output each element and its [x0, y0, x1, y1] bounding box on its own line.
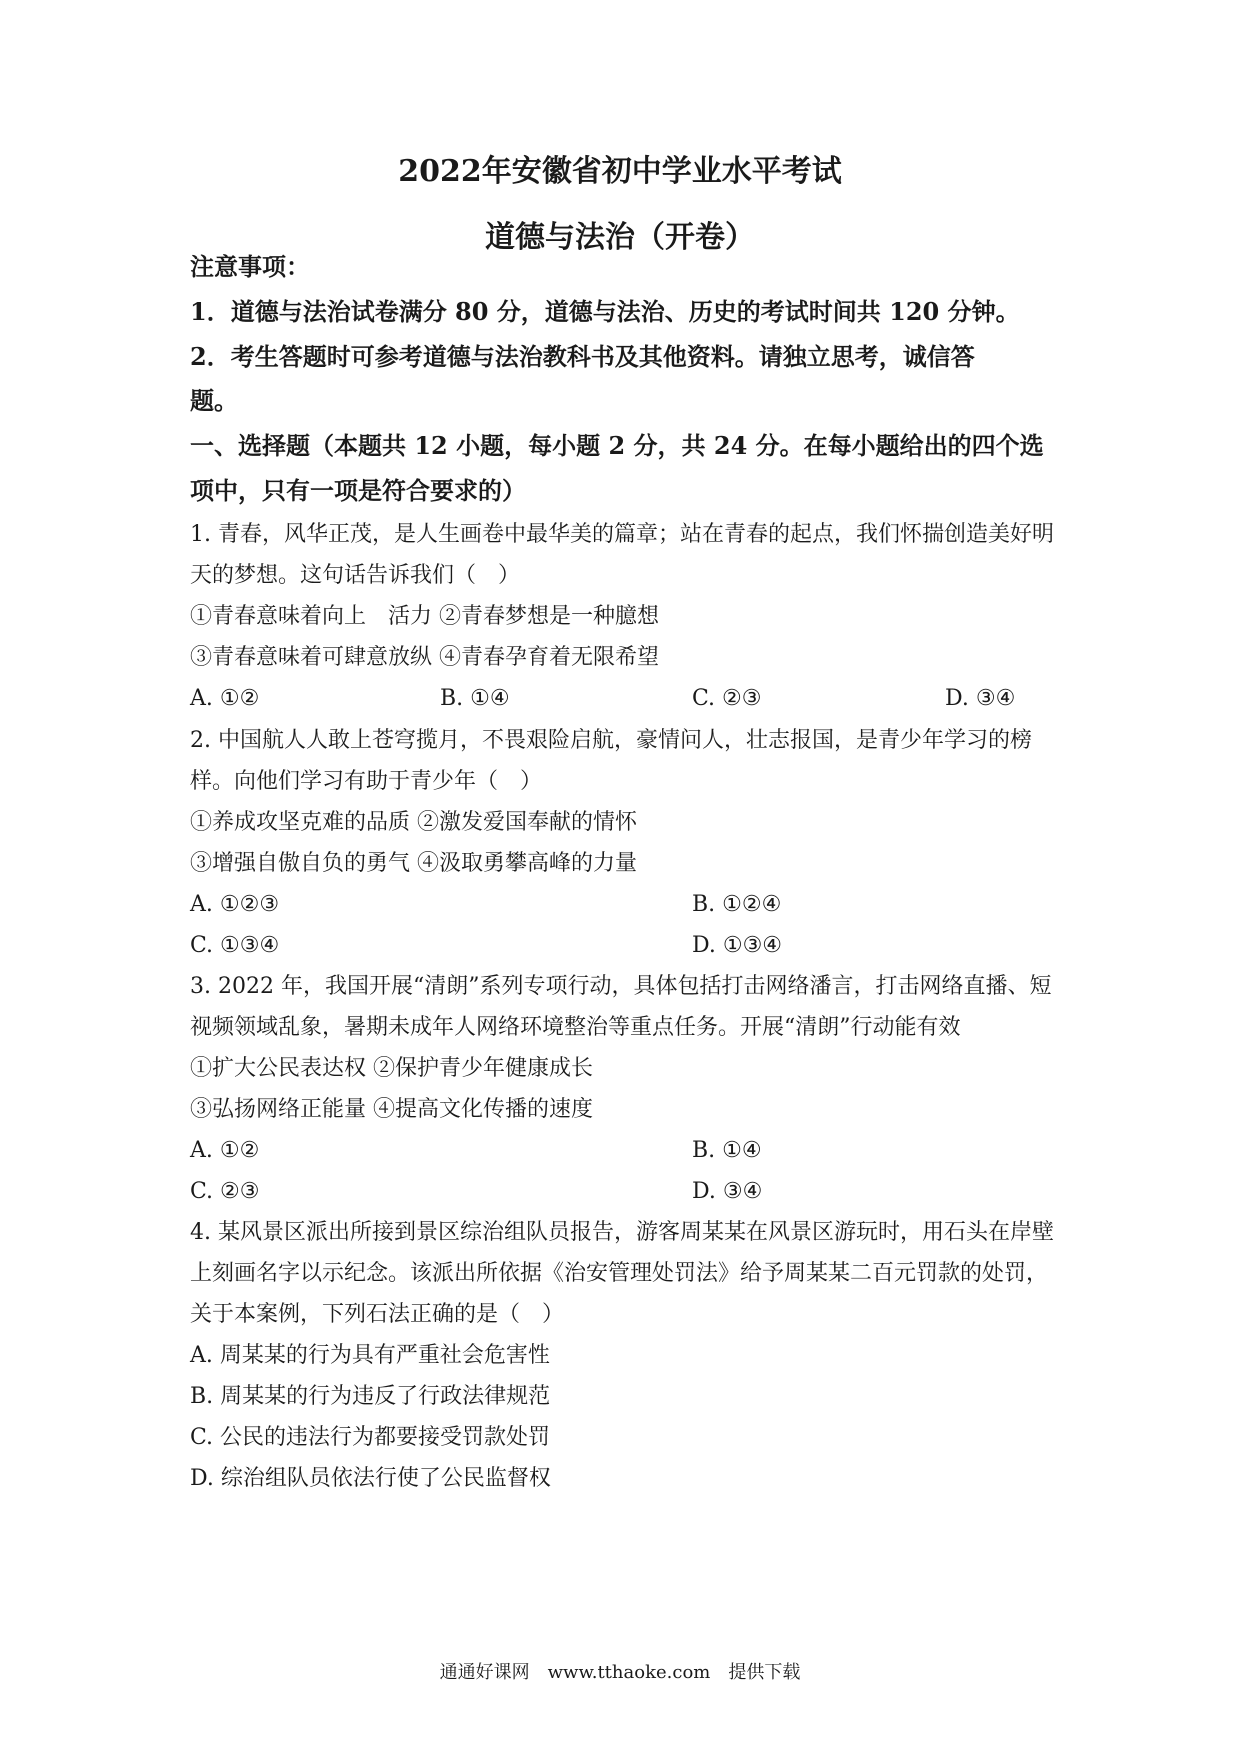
- q3-option-a: A. ①②: [190, 1138, 260, 1163]
- q1-option-d: D. ③④: [945, 686, 1016, 711]
- q2-option-c: C. ①③④: [190, 933, 280, 958]
- q3-statements-line-2: ③弘扬网络正能量 ④提高文化传播的速度: [190, 1097, 593, 1122]
- q1-option-b: B. ①④: [440, 686, 510, 711]
- q1-option-a: A. ①②: [190, 686, 260, 711]
- q1-option-c: C. ②③: [692, 686, 762, 711]
- q1-stem-line-2: 天的梦想。这句话告诉我们（ ）: [190, 563, 521, 588]
- q3-stem-line-2: 视频领域乱象，暑期未成年人网络环境整治等重点任务。开展“清朗”行动能有效: [190, 1015, 961, 1040]
- q3-option-d: D. ③④: [692, 1179, 763, 1204]
- q1-statements-line-2: ③青春意味着可肆意放纵 ④青春孕育着无限希望: [190, 645, 659, 670]
- q3-option-b: B. ①④: [692, 1138, 762, 1163]
- q2-statements-line-1: ①养成攻坚克难的品质 ②激发爱国奉献的情怀: [190, 810, 637, 835]
- section-heading-line-1: 一、选择题（本题共 12 小题，每小题 2 分，共 24 分。在每小题给出的四个选: [190, 431, 1044, 460]
- q4-option-c: C. 公民的违法行为都要接受罚款处罚: [190, 1425, 551, 1450]
- page-footer: 通通好课网 www.tthaoke.com 提供下载: [439, 1662, 801, 1683]
- q2-stem-line-1: 2. 中国航人人敢上苍穹揽月，不畏艰险启航，豪情问人，壮志报国，是青少年学习的榜: [190, 728, 1032, 753]
- q2-option-a: A. ①②③: [190, 892, 280, 917]
- q2-statements-line-2: ③增强自傲自负的勇气 ④汲取勇攀高峰的力量: [190, 851, 637, 876]
- notice-item-2-line-2: 题。: [190, 386, 238, 415]
- exam-title: 2022年安徽省初中学业水平考试: [398, 154, 842, 189]
- q3-statements-line-1: ①扩大公民表达权 ②保护青少年健康成长: [190, 1056, 593, 1081]
- exam-subtitle: 道德与法治（开卷）: [485, 220, 755, 255]
- q1-statements-line-1: ①青春意味着向上 活力 ②青春梦想是一种臆想: [190, 604, 659, 629]
- q4-stem-line-2: 上刻画名字以示纪念。该派出所依据《治安管理处罚法》给予周某某二百元罚款的处罚，: [190, 1261, 1049, 1286]
- q4-stem-line-1: 4. 某风景区派出所接到景区综治组队员报告，游客周某某在风景区游玩时，用石头在岸壁: [190, 1220, 1054, 1245]
- q3-option-c: C. ②③: [190, 1179, 260, 1204]
- q4-option-b: B. 周某某的行为违反了行政法律规范: [190, 1384, 551, 1409]
- q1-stem-line-1: 1. 青春，风华正茂，是人生画卷中最华美的篇章；站在青春的起点，我们怀揣创造美好明: [190, 522, 1054, 547]
- notice-heading: 注意事项：: [190, 252, 310, 281]
- q3-stem-line-1: 3. 2022 年，我国开展“清朗”系列专项行动，具体包括打击网络潘言，打击网络直播、短: [190, 974, 1052, 999]
- q4-option-d: D. 综治组队员依法行使了公民监督权: [190, 1466, 551, 1491]
- q2-stem-line-2: 样。向他们学习有助于青少年（ ）: [190, 769, 543, 794]
- q4-option-a: A. 周某某的行为具有严重社会危害性: [190, 1343, 550, 1368]
- q2-option-b: B. ①②④: [692, 892, 782, 917]
- section-heading-line-2: 项中，只有一项是符合要求的）: [190, 476, 526, 505]
- q2-option-d: D. ①③④: [692, 933, 783, 958]
- notice-item-2-line-1: 2．考生答题时可参考道德与法治教科书及其他资料。请独立思考，诚信答: [190, 342, 975, 371]
- notice-item-1: 1．道德与法治试卷满分 80 分，道德与法治、历史的考试时间共 120 分钟。: [190, 297, 1020, 326]
- q4-stem-line-3: 关于本案例，下列石法正确的是（ ）: [190, 1302, 565, 1327]
